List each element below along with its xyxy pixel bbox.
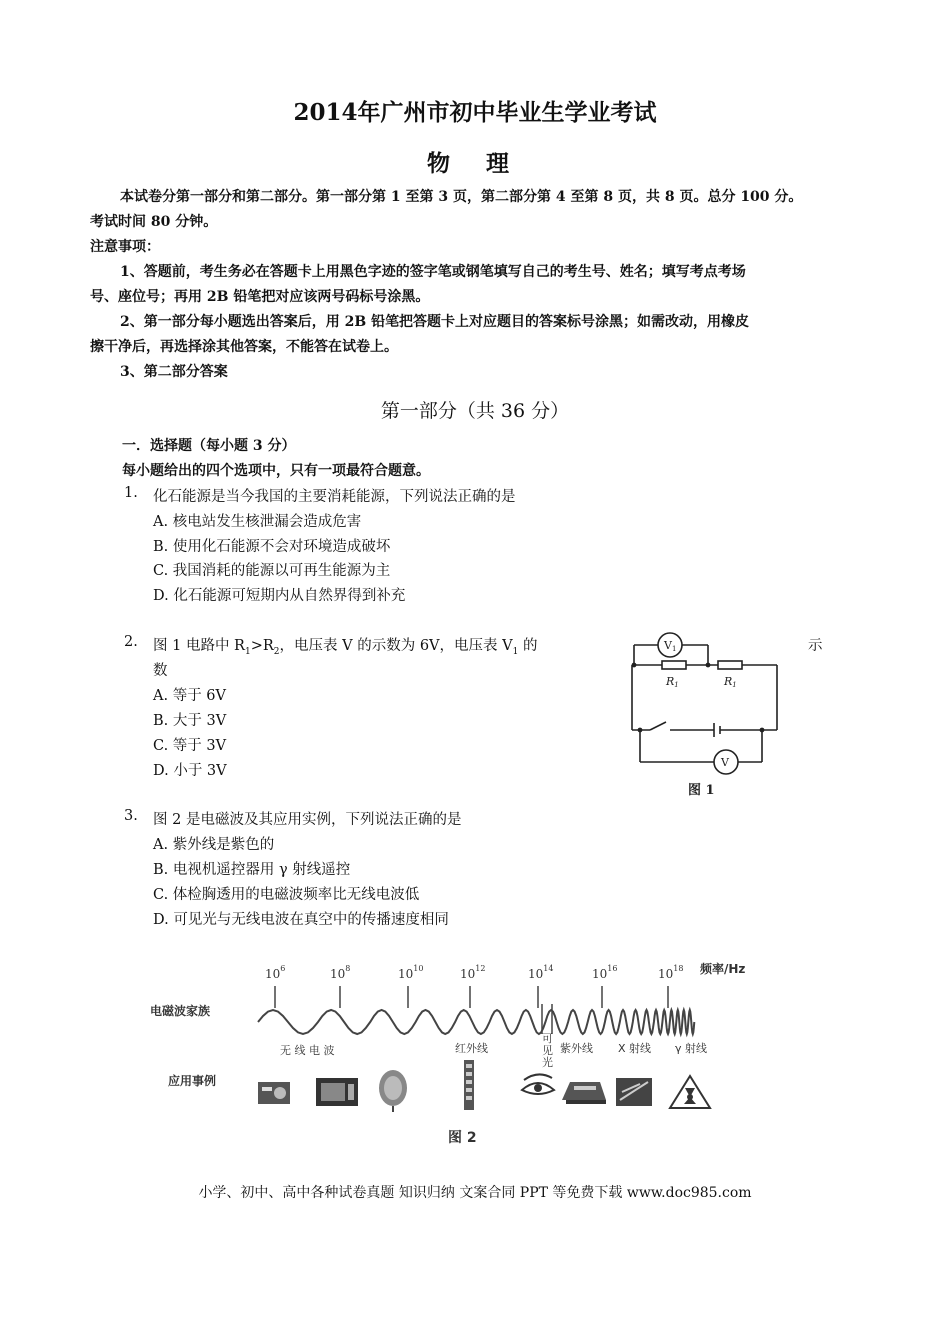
em-wave bbox=[258, 1010, 694, 1034]
q2-stem-wrap: 数 bbox=[153, 663, 168, 679]
q3-option-b: B. 电视机遥控器用 γ 射线遥控 bbox=[153, 862, 351, 878]
q3-option-a: A. 紫外线是紫色的 bbox=[153, 837, 275, 853]
q2-stem-end: 示 bbox=[808, 638, 823, 654]
frequency-tick-label: $10^{16}$ bbox=[592, 964, 618, 981]
note2-line2: 擦干净后，再选择涂其他答案，不能答在试卷上。 bbox=[90, 339, 398, 355]
frequency-tick-label: $10^{14}$ bbox=[528, 964, 554, 981]
eye-icon bbox=[522, 1074, 554, 1094]
band-infrared: 红外线 bbox=[455, 1042, 488, 1055]
satellite-dish-icon bbox=[379, 1070, 407, 1112]
section-instruction: 每小题给出的四个选项中，只有一项最符合题意。 bbox=[122, 463, 430, 479]
band-radio: 无 线 电 波 bbox=[280, 1044, 335, 1057]
note1-line2: 号、座位号；再用 2B 铅笔把对应该两号码标号涂黑。 bbox=[90, 289, 430, 305]
row-label-applications: 应用事例 bbox=[168, 1074, 217, 1088]
frequency-tick-label: $10^{12}$ bbox=[460, 964, 486, 981]
page-footer: 小学、初中、高中各种试卷真题 知识归纳 文案合同 PPT 等免费下载 www.doc985.com bbox=[198, 1185, 752, 1201]
frequency-tick-label: $10^{10}$ bbox=[398, 964, 424, 981]
exam-title: 2014年广州市初中毕业生学业考试 bbox=[293, 99, 657, 126]
tv-icon bbox=[316, 1078, 358, 1106]
q3-option-d: D. 可见光与无线电波在真空中的传播速度相同 bbox=[153, 912, 449, 928]
subject-title: 物 理 bbox=[426, 150, 523, 177]
circuit-diagram bbox=[622, 630, 792, 800]
note2-line1: 2、第一部分每小题选出答案后，用 2B 铅笔把答题卡上对应题目的答案标号涂黑；如需改动，用橡皮 bbox=[120, 314, 750, 330]
frequency-tick-label: $10^6$ bbox=[265, 964, 286, 981]
band-gamma: γ 射线 bbox=[675, 1042, 708, 1055]
r1-label: R1 bbox=[666, 675, 679, 689]
section-title: 一．选择题（每小题 3 分） bbox=[122, 438, 296, 454]
radiation-warning-icon bbox=[670, 1076, 710, 1108]
radio-icon bbox=[258, 1082, 290, 1104]
q1-stem: 化石能源是当今我国的主要消耗能源，下列说法正确的是 bbox=[153, 489, 516, 505]
q3-option-c: C. 体检胸透用的电磁波频率比无线电波低 bbox=[153, 887, 420, 903]
band-visible-1: 可 bbox=[542, 1032, 553, 1045]
row-label-em-family: 电磁波家族 bbox=[150, 1004, 211, 1018]
figure2-caption: 图 2 bbox=[448, 1130, 477, 1146]
band-xray: X 射线 bbox=[618, 1042, 652, 1055]
frequency-tick-label: $10^8$ bbox=[330, 964, 351, 981]
frequency-unit: 频率/Hz bbox=[700, 962, 746, 976]
em-spectrum-figure bbox=[130, 942, 770, 1152]
q1-number: 1. bbox=[124, 485, 138, 501]
notes-label: 注意事项： bbox=[90, 239, 160, 255]
band-visible-2: 见 bbox=[542, 1044, 553, 1057]
q2-option-c: C. 等于 3V bbox=[153, 738, 227, 754]
q1-option-b: B. 使用化石能源不会对环境造成破坏 bbox=[153, 539, 391, 555]
q1-option-a: A. 核电站发生核泄漏会造成危害 bbox=[153, 514, 362, 530]
uv-lamp-icon bbox=[562, 1082, 606, 1104]
q2-option-d: D. 小于 3V bbox=[153, 763, 227, 779]
figure1-caption: 图 1 bbox=[688, 783, 715, 798]
intro-line2: 考试时间 80 分钟。 bbox=[90, 214, 218, 230]
q3-stem: 图 2 是电磁波及其应用实例，下列说法正确的是 bbox=[153, 812, 462, 828]
v1-meter-label: V1 bbox=[664, 639, 677, 653]
note3: 3、第二部分答案 bbox=[120, 364, 228, 380]
intro-line1: 本试卷分第一部分和第二部分。第一部分第 1 至第 3 页，第二部分第 4 至第 8 页，共 8 页。总分 100 分。 bbox=[120, 189, 803, 205]
r2-label: R1 bbox=[724, 675, 737, 689]
note1-line1: 1、答题前，考生务必在答题卡上用黑色字迹的签字笔或钢笔填写自己的考生号、姓名；填写考点考场 bbox=[120, 264, 746, 280]
q1-option-c: C. 我国消耗的能源以可再生能源为主 bbox=[153, 563, 391, 579]
q1-option-d: D. 化石能源可短期内从自然界得到补充 bbox=[153, 588, 406, 604]
q2-option-a: A. 等于 6V bbox=[153, 688, 226, 704]
v-meter-label: V bbox=[721, 756, 729, 769]
frequency-tick-label: $10^{18}$ bbox=[658, 964, 684, 981]
part1-heading: 第一部分（共 36 分） bbox=[380, 400, 570, 422]
band-ultraviolet: 紫外线 bbox=[560, 1042, 593, 1055]
q2-stem: 图 1 电路中 $R_1>R_2$，电压表 V 的示数为 6V，电压表 $V_1$ 的 bbox=[153, 638, 538, 657]
q2-option-b: B. 大于 3V bbox=[153, 713, 227, 729]
xray-film-icon bbox=[616, 1078, 652, 1106]
band-visible-3: 光 bbox=[542, 1056, 553, 1069]
infrared-remote-icon bbox=[464, 1060, 474, 1110]
q3-number: 3. bbox=[124, 808, 138, 824]
q2-number: 2. bbox=[124, 634, 138, 650]
